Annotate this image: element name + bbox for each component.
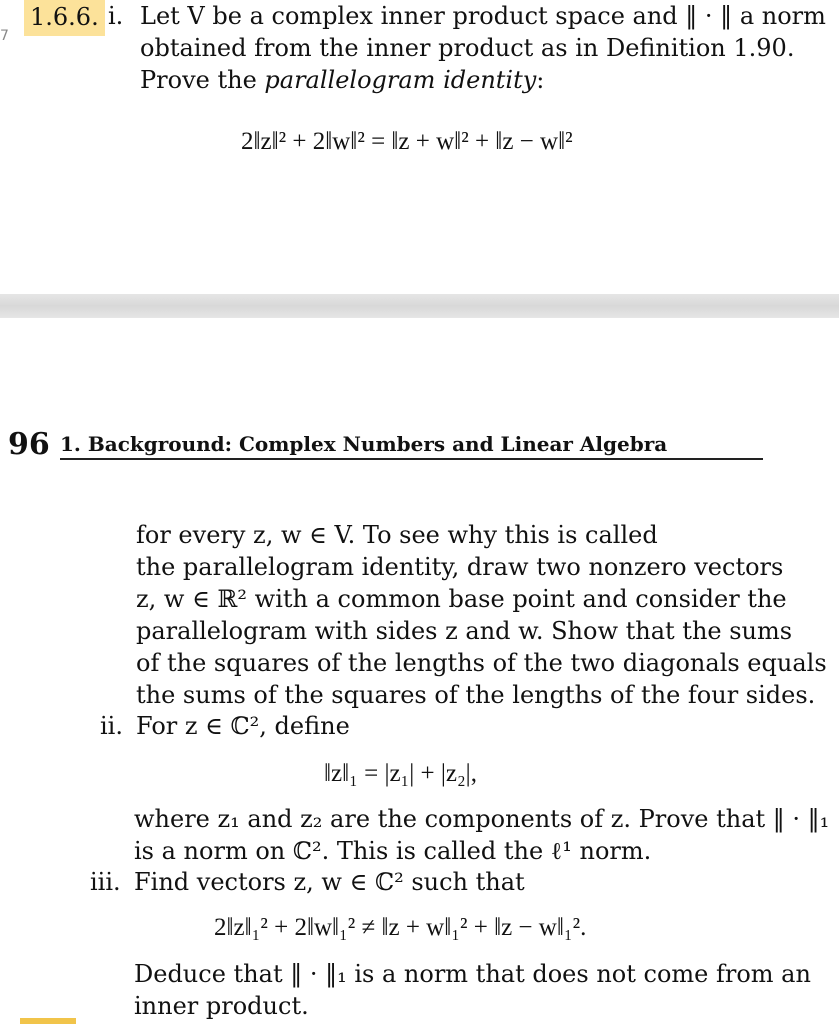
- para-line-4: parallelogram with sides z and w. Show that the sums: [136, 617, 793, 645]
- page-number: 96: [8, 427, 50, 462]
- left-margin-mark: 7: [0, 28, 9, 44]
- line3-suffix: :: [536, 66, 545, 94]
- item-i-label: i.: [108, 2, 124, 30]
- page-divider: [0, 294, 839, 318]
- para-line-5: of the squares of the lengths of the two diagonals equals: [136, 649, 827, 677]
- para-line-1: for every z, w ∈ V. To see why this is called: [136, 521, 658, 549]
- inequality-equation: 2‖z‖₁² + 2‖w‖₁² ≠ ‖z + w‖₁² + ‖z − w‖₁².: [214, 914, 587, 941]
- l1-norm-equation: ‖z‖₁ = |z₁| + |z₂|,: [324, 760, 477, 787]
- exercise-line-1: Let V be a complex inner product space and ‖ · ‖ a norm: [140, 2, 826, 30]
- item-ii-text: For z ∈ ℂ², define: [136, 712, 350, 740]
- para-line-3: z, w ∈ ℝ² with a common base point and consider the: [136, 585, 787, 613]
- highlight-marker[interactable]: [20, 1018, 76, 1024]
- where-line-2: is a norm on ℂ². This is called the ℓ¹ norm.: [134, 837, 652, 865]
- item-iii-label: iii.: [90, 868, 121, 896]
- deduce-line-2: inner product.: [134, 992, 309, 1020]
- para-line-6: the sums of the squares of the lengths of the four sides.: [136, 681, 816, 709]
- exercise-line-2: obtained from the inner product as in Definition 1.90.: [140, 34, 795, 62]
- parallelogram-identity-equation: 2‖z‖² + 2‖w‖² = ‖z + w‖² + ‖z − w‖²: [241, 128, 573, 155]
- parallelogram-identity-term: parallelogram identity: [264, 66, 537, 94]
- line3-prefix: Prove the: [140, 66, 265, 94]
- exercise-line-3: [140, 64, 544, 96]
- chapter-running-head: 1. Background: Complex Numbers and Linear Algebra: [60, 430, 763, 460]
- item-iii-text: Find vectors z, w ∈ ℂ² such that: [134, 868, 525, 896]
- deduce-line-1: Deduce that ‖ · ‖₁ is a norm that does not come from an: [134, 960, 811, 988]
- para-line-2: the parallelogram identity, draw two nonzero vectors: [136, 553, 784, 581]
- exercise-number-highlight[interactable]: 1.6.6.: [24, 0, 105, 36]
- item-ii-label: ii.: [100, 712, 123, 740]
- where-line-1: where z₁ and z₂ are the components of z. Prove that ‖ · ‖₁: [134, 805, 830, 833]
